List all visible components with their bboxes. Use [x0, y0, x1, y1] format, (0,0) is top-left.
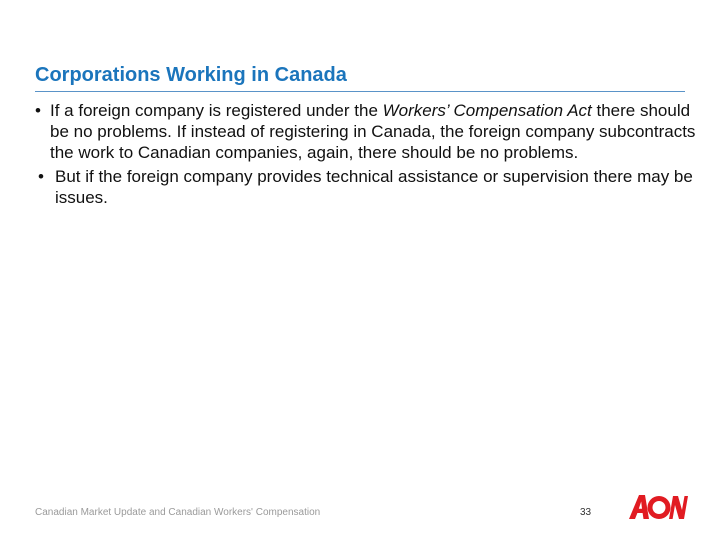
- bullet-1-act-name: Workers’ Compensation Act: [382, 101, 592, 120]
- title-underline: [35, 91, 685, 92]
- bullet-list: [35, 100, 700, 211]
- slide-title: Corporations Working in Canada: [35, 64, 347, 86]
- page-number: 33: [580, 507, 592, 518]
- bullet-marker: •: [35, 101, 41, 120]
- bullet-item-2: [35, 166, 700, 208]
- bullet-1-text-part-1: If a foreign company is registered under the: [50, 101, 383, 120]
- aon-logo-letter-n: [669, 496, 688, 519]
- aon-logo-letter-a: [629, 495, 649, 519]
- aon-logo-letter-o: [650, 499, 668, 517]
- aon-logo: [628, 493, 688, 521]
- footer-text: Canadian Market Update and Canadian Workers' Compensation: [35, 507, 321, 518]
- bullet-item-1: [35, 100, 700, 163]
- bullet-1-text-part-3: there should be no problems. If instead of registering in Canada, the foreign company subcontracts the work to Canadian companies, again, there should be no problems.: [50, 101, 696, 162]
- bullet-2-text: But if the foreign company provides technical assistance or supervision there may be issues.: [55, 167, 693, 207]
- bullet-marker: •: [38, 167, 44, 186]
